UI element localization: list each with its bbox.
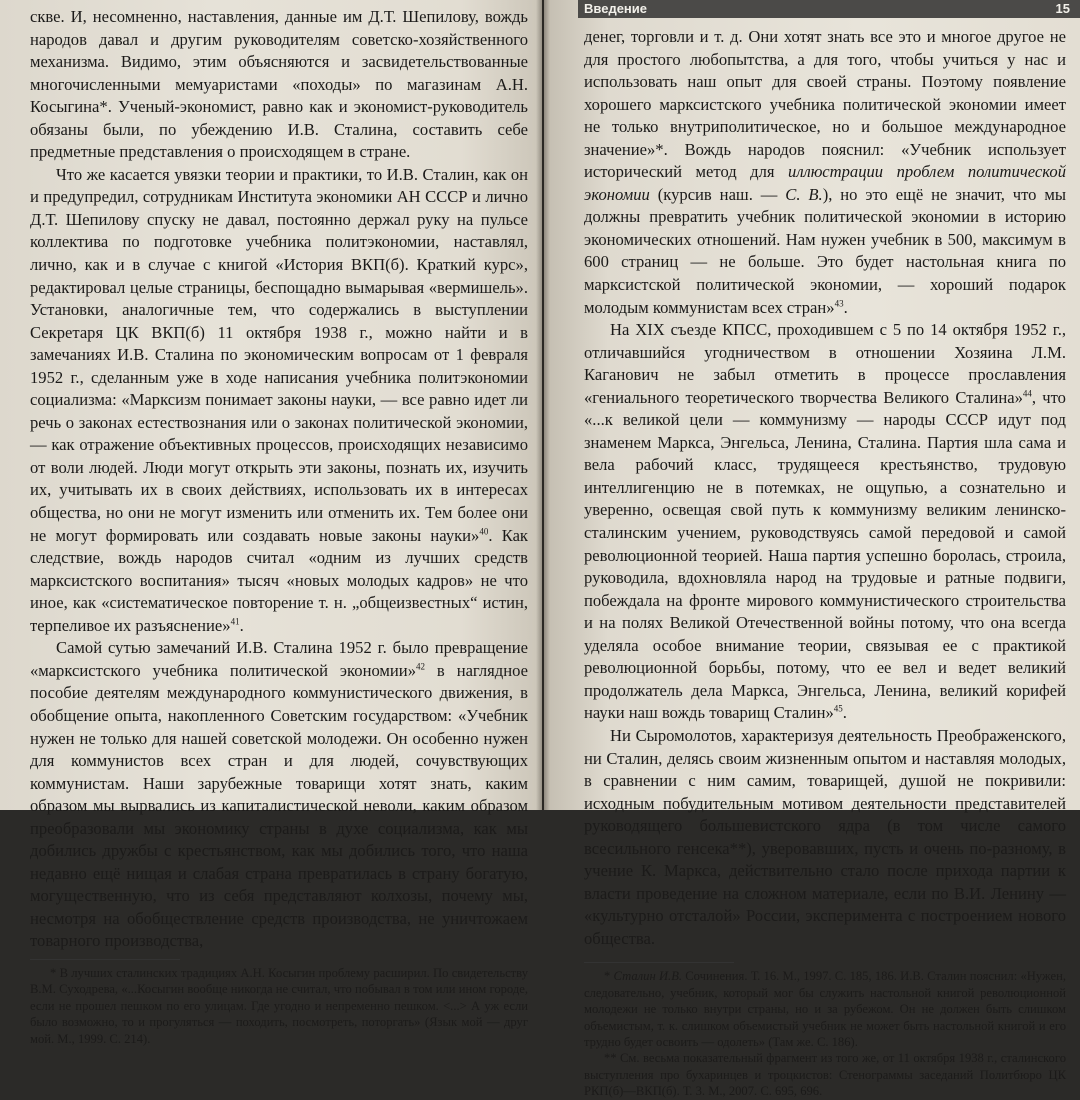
left-footnote: * В лучших сталинских традициях А.Н. Косыгин проблему расширил. По свидетельству В.М. Суходрева, «...Косыгин вообще никогда не считал, что побывал в том или ином городе, если не прошел пешком по его улицам. Где угодно и непременно пешком. <...> А уж если было возможно, то и прогуляться — походить, посмотреть, поторгать» (Язык мой — друг мой. М., 1999. С. 214). <box>30 965 528 1046</box>
footnote-divider <box>30 959 180 960</box>
right-paragraph-3: Ни Сыромолотов, характеризуя деятельность Преображенского, ни Сталин, делясь своим жизненным опытом и наставляя молодых, в сравнении с ним самим, товарищей, душой не покривили: исходным побудительным мотивом деятельности представителей руководящего большевистского ядра (в том числе самого всесильного генсека**), уверовавших, пусть и очень по-разному, в учение К. Маркса, действительно стало после прихода партии к власти проведение на сложном материале, если по В.И. Ленину — «культурно отсталой» России, эксперимента с построением нового общества. <box>584 725 1066 948</box>
footnote-ref: 44 <box>1022 388 1032 399</box>
footnote-ref: 42 <box>416 661 425 672</box>
right-footnote-2: ** См. весьма показательный фрагмент из того же, от 11 октября 1938 г., сталинского выступления про бухаринцев и троцкистов: Стенограммы заседаний Политбюро ЦК РКП(б)—ВКП(б). Т. 3. М., 2007. С. 695, 696. <box>584 1051 1066 1099</box>
footnote-ref: 45 <box>833 703 843 714</box>
book-gutter <box>536 0 550 810</box>
footnote-divider <box>584 962 734 963</box>
left-paragraph-1: скве. И, несомненно, наставления, данные им Д.Т. Шепилову, вождь народов давал и другим руководителям советско-хозяйственного механизма. Видимо, этим объясняются и засвидетельствованные многочисленными мемуаристами «походы» по магазинам А.Н. Косыгина*. Ученый-экономист, равно как и экономист-руководитель обязаны были, по убеждению И.В. Сталина, составить себе предметные представления о происходящем в стране. <box>30 7 528 162</box>
left-paragraph-2: Что же касается увязки теории и практики, то И.В. Сталин, как он и предупредил, сотрудникам Института экономики АН СССР и лично Д.Т. Шепилову спуску не давал, постоянно держал руку на пульсе коллектива по подготовке учебника политэкономии, наставлял, лично, как и в случае с книгой «История ВКП(б). Краткий курс», редактировал целые страницы, беспощадно вымарывая «вермишель». Установки, аналогичные тем, что содержались в выступлении Секретаря ЦК ВКП(б) 11 октября 1938 г., можно найти и в замечаниях И.В. Сталина по экономическим вопросам от 1 февраля 1952 г., сделанным уже в ходе написания учебника политэкономии социализма: «Марксизм понимает законы науки, — все равно идет ли речь о законах естествознания или о законах политической экономии, — как отражение объективных процессов, происходящих независимо от воли людей. Люди могут открыть эти законы, познать их, изучить их, учитывать их в своих действиях, использовать их в интересах общества, но они не могут изменить или отменить их. Тем более они не могут формировать или создавать новые законы науки»$^{40}$. Как следствие, вождь народов считал «одним из лучших средств марксистского воспитания» тысяч «новых молодых кадров» не что иное, как «систематическое повторение т. н. „общеизвестных“ истин, терпеливое их разъяснение»$^{41}$. <box>30 164 528 635</box>
left-paragraph-3: Самой сутью замечаний И.В. Сталина 1952 г. было превращение «марксистского учебника политической экономии»$^{42}$ в наглядное пособие деятелям международного коммунистического движения, в обобщение опыта, накопленного Советским государством: «Учебник нужен не только для нашей советской молодежи. Он особенно нужен для коммунистов всех стран и для людей, сочувствующих коммунистам. Наши зарубежные товарищи хотят знать, каким образом мы вырвались из капиталистической неволи, каким образом преобразовали мы экономику страны в духе социализма, как мы добились дружбы с крестьянством, как мы добились того, что наша недавно ещё нищая и слабая страна превратилась в страну богатую, могущественную, что из себя представляют колхозы, почему мы, несмотря на обобществление средств производства, не уничтожаем товарного производства, <box>30 638 528 951</box>
footnote-ref: 43 <box>834 298 844 309</box>
footnote-ref: 41 <box>230 616 240 627</box>
running-header <box>578 0 1080 18</box>
right-page <box>544 0 1080 1099</box>
left-page <box>0 0 542 1046</box>
right-footnote-1: * Сталин И.В. Сочинения. Т. 16. М., 1997. С. 185, 186. И.В. Сталин пояснил: «Нужен, следовательно, учебник, который мог бы служить настольной книгой революционной молодежи не только внутри страны, но и за рубежом. Он не должен быть слишком объемистым, т. к. слишком объемистый учебник не может быть настольной книгой и его трудно будет освоить — одолеть» (Там же. С. 186). <box>584 969 1066 1050</box>
right-paragraph-2: На XIX съезде КПСС, проходившем с 5 по 14 октября 1952 г., отличавшийся угодничеством в отношении Хозяина Л.М. Каганович не забыл отметить в процессе прославления «гениального теоретического творчества Великого Сталина»$^{44}$, что «...к великой цели — коммунизму — народы СССР идут под знаменем Маркса, Энгельса, Ленина, Сталина. Партия шла сама и вела рабочий класс, трудящееся крестьянство, трудовую интеллигенцию не в потемках, не ощупью, а сознательно и уверенно, освещая свой путь к коммунизму великим ленинско-сталинским учением, руководствуясь самой передовой и самой революционной теорией. Наша партия успешно боролась, строила, руководила, вдохновляла народ на трудовые и ратные подвиги, побеждала на фронте мирового коммунистического строительства и на полях Великой Отечественной войны потому, что она всегда уделяла особое внимание теории, связывая ее с практикой революционной борьбы, потому, что ее вел и ведет великий продолжатель дела Маркса, Энгельса, Ленина, великий корифей науки наш вождь товарищ Сталин»$^{45}$. <box>584 320 1066 723</box>
right-paragraph-1: денег, торговли и т. д. Они хотят знать все это и многое другое не для простого любопытства, а для того, чтобы учиться у нас и использовать наш опыт для своей страны. Поэтому появление хорошего марксистского учебника политической экономии имеет не только внутриполитическое, но и большое международное значение»*. Вождь народов пояснил: «Учебник использует исторический метод для иллюстрации проблем политической экономии (курсив наш. — С. В.), но это ещё не значит, что мы должны превратить учебник политической экономии в историю экономических отношений. Нам нужен учебник в 500, максимум в 600 страниц — не больше. Это будет настольная книга по марксистской политической экономии, — хороший подарок молодым коммунистам всех стран»$^{43}$. <box>584 27 1066 317</box>
page-number: 15 <box>1055 1 1070 16</box>
footnote-ref: 40 <box>479 526 489 537</box>
section-title: Введение <box>584 1 647 16</box>
